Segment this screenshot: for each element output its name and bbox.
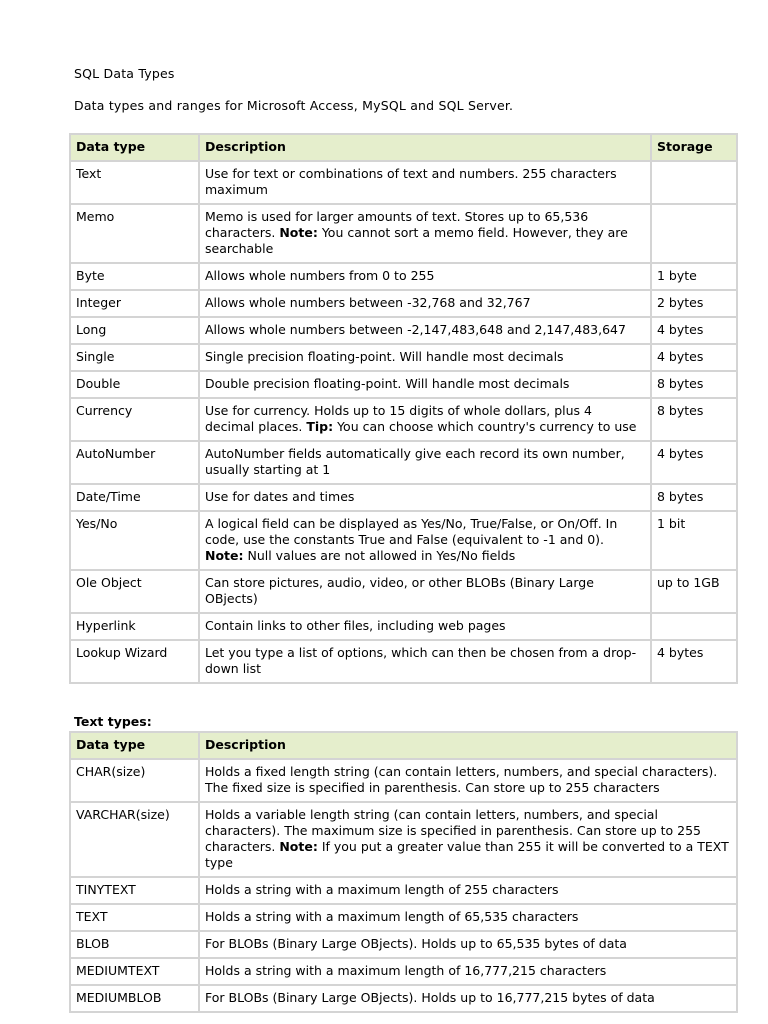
description-text: For BLOBs (Binary Large OBjects). Holds up to 16,777,215 bytes of data bbox=[205, 990, 655, 1005]
cell-description bbox=[199, 290, 651, 317]
cell-storage: 2 bytes bbox=[651, 290, 737, 317]
table-row bbox=[70, 877, 737, 904]
header-description: Description bbox=[199, 732, 737, 759]
table-row bbox=[70, 511, 737, 570]
cell-description bbox=[199, 161, 651, 204]
cell-storage: 8 bytes bbox=[651, 398, 737, 441]
table-header-row bbox=[70, 134, 737, 161]
table-row bbox=[70, 904, 737, 931]
table-row bbox=[70, 290, 737, 317]
cell-data-type: VARCHAR(size) bbox=[70, 802, 199, 877]
cell-description bbox=[199, 613, 651, 640]
note-label: Note: bbox=[279, 839, 318, 854]
table-row bbox=[70, 161, 737, 204]
cell-storage bbox=[651, 204, 737, 263]
cell-description bbox=[199, 484, 651, 511]
table-row bbox=[70, 570, 737, 613]
cell-data-type: Memo bbox=[70, 204, 199, 263]
table-row bbox=[70, 640, 737, 683]
cell-data-type: Byte bbox=[70, 263, 199, 290]
description-text: Let you type a list of options, which can then be chosen from a drop-down list bbox=[205, 645, 637, 676]
cell-description bbox=[199, 317, 651, 344]
cell-description bbox=[199, 759, 737, 802]
table-row bbox=[70, 759, 737, 802]
text-types-heading: Text types: bbox=[74, 714, 152, 729]
header-storage: Storage bbox=[651, 134, 737, 161]
cell-data-type: MEDIUMTEXT bbox=[70, 958, 199, 985]
cell-storage: 4 bytes bbox=[651, 344, 737, 371]
cell-description bbox=[199, 958, 737, 985]
table-row bbox=[70, 613, 737, 640]
description-text-continued: If you put a greater value than 255 it will be converted to a TEXT type bbox=[205, 839, 729, 870]
description-text: Holds a string with a maximum length of 16,777,215 characters bbox=[205, 963, 607, 978]
table-row bbox=[70, 263, 737, 290]
description-text: Holds a variable length string (can contain letters, numbers, and special characters). The maximum size is specified in parenthesis. Can store up to 255 characters. bbox=[205, 807, 701, 854]
note-label: Note: bbox=[279, 225, 318, 240]
cell-storage: 1 byte bbox=[651, 263, 737, 290]
description-text: Allows whole numbers between -2,147,483,648 and 2,147,483,647 bbox=[205, 322, 626, 337]
cell-data-type: MEDIUMBLOB bbox=[70, 985, 199, 1012]
description-text: Allows whole numbers from 0 to 255 bbox=[205, 268, 435, 283]
table-row bbox=[70, 204, 737, 263]
table-row bbox=[70, 484, 737, 511]
header-data-type: Data type bbox=[70, 732, 199, 759]
cell-data-type: Integer bbox=[70, 290, 199, 317]
table-row bbox=[70, 985, 737, 1012]
cell-description bbox=[199, 204, 651, 263]
table-row bbox=[70, 317, 737, 344]
cell-description bbox=[199, 931, 737, 958]
cell-storage: 8 bytes bbox=[651, 371, 737, 398]
cell-data-type: Date/Time bbox=[70, 484, 199, 511]
cell-data-type: Ole Object bbox=[70, 570, 199, 613]
table-row bbox=[70, 371, 737, 398]
cell-storage: 1 bit bbox=[651, 511, 737, 570]
description-text-continued: You can choose which country's currency to use bbox=[333, 419, 637, 434]
cell-description bbox=[199, 877, 737, 904]
description-text-continued: Null values are not allowed in Yes/No fields bbox=[243, 548, 516, 563]
cell-description bbox=[199, 904, 737, 931]
cell-description bbox=[199, 985, 737, 1012]
description-text: Use for text or combinations of text and numbers. 255 characters maximum bbox=[205, 166, 617, 197]
header-description: Description bbox=[199, 134, 651, 161]
cell-description bbox=[199, 511, 651, 570]
page-title: SQL Data Types bbox=[74, 66, 175, 81]
cell-data-type: CHAR(size) bbox=[70, 759, 199, 802]
cell-description bbox=[199, 640, 651, 683]
table-header-row bbox=[70, 732, 737, 759]
cell-data-type: Text bbox=[70, 161, 199, 204]
cell-storage: 4 bytes bbox=[651, 441, 737, 484]
header-data-type: Data type bbox=[70, 134, 199, 161]
cell-data-type: Yes/No bbox=[70, 511, 199, 570]
description-text: Can store pictures, audio, video, or other BLOBs (Binary Large OBjects) bbox=[205, 575, 594, 606]
description-text: Holds a string with a maximum length of 65,535 characters bbox=[205, 909, 579, 924]
cell-data-type: Hyperlink bbox=[70, 613, 199, 640]
cell-storage: 4 bytes bbox=[651, 317, 737, 344]
cell-storage: 4 bytes bbox=[651, 640, 737, 683]
cell-description bbox=[199, 570, 651, 613]
cell-data-type: Currency bbox=[70, 398, 199, 441]
cell-description bbox=[199, 371, 651, 398]
description-text: Holds a string with a maximum length of 255 characters bbox=[205, 882, 559, 897]
table-row bbox=[70, 802, 737, 877]
description-text: Contain links to other files, including web pages bbox=[205, 618, 506, 633]
cell-storage bbox=[651, 613, 737, 640]
cell-description bbox=[199, 441, 651, 484]
cell-data-type: Long bbox=[70, 317, 199, 344]
table-row bbox=[70, 344, 737, 371]
table-row bbox=[70, 958, 737, 985]
description-text: Use for dates and times bbox=[205, 489, 355, 504]
description-text: Use for currency. Holds up to 15 digits of whole dollars, plus 4 decimal places. bbox=[205, 403, 592, 434]
note-label: Tip: bbox=[306, 419, 334, 434]
cell-storage: 8 bytes bbox=[651, 484, 737, 511]
cell-data-type: Double bbox=[70, 371, 199, 398]
table-row bbox=[70, 398, 737, 441]
cell-data-type: AutoNumber bbox=[70, 441, 199, 484]
description-text: Holds a fixed length string (can contain letters, numbers, and special characters). The fixed size is specified in parenthesis. Can store up to 255 characters bbox=[205, 764, 718, 795]
cell-data-type: TINYTEXT bbox=[70, 877, 199, 904]
description-text: Single precision floating-point. Will handle most decimals bbox=[205, 349, 564, 364]
access-data-types-table bbox=[69, 133, 738, 684]
description-text: A logical field can be displayed as Yes/No, True/False, or On/Off. In code, use the constants True and False (equivalent to -1 and 0). bbox=[205, 516, 618, 547]
description-text: Memo is used for larger amounts of text. Stores up to 65,536 characters. bbox=[205, 209, 589, 240]
description-text: Allows whole numbers between -32,768 and 32,767 bbox=[205, 295, 531, 310]
cell-description bbox=[199, 802, 737, 877]
cell-description bbox=[199, 398, 651, 441]
page-intro: Data types and ranges for Microsoft Access, MySQL and SQL Server. bbox=[74, 98, 514, 113]
cell-data-type: BLOB bbox=[70, 931, 199, 958]
cell-data-type: Single bbox=[70, 344, 199, 371]
table-row bbox=[70, 441, 737, 484]
text-types-table bbox=[69, 731, 738, 1013]
cell-data-type: Lookup Wizard bbox=[70, 640, 199, 683]
description-text: Double precision floating-point. Will handle most decimals bbox=[205, 376, 570, 391]
cell-description bbox=[199, 344, 651, 371]
description-text-continued: You cannot sort a memo field. However, they are searchable bbox=[205, 225, 628, 256]
cell-storage: up to 1GB bbox=[651, 570, 737, 613]
cell-storage bbox=[651, 161, 737, 204]
cell-description bbox=[199, 263, 651, 290]
description-text: For BLOBs (Binary Large OBjects). Holds up to 65,535 bytes of data bbox=[205, 936, 627, 951]
table-row bbox=[70, 931, 737, 958]
note-label: Note: bbox=[205, 548, 244, 563]
description-text: AutoNumber fields automatically give each record its own number, usually starting at 1 bbox=[205, 446, 625, 477]
cell-data-type: TEXT bbox=[70, 904, 199, 931]
